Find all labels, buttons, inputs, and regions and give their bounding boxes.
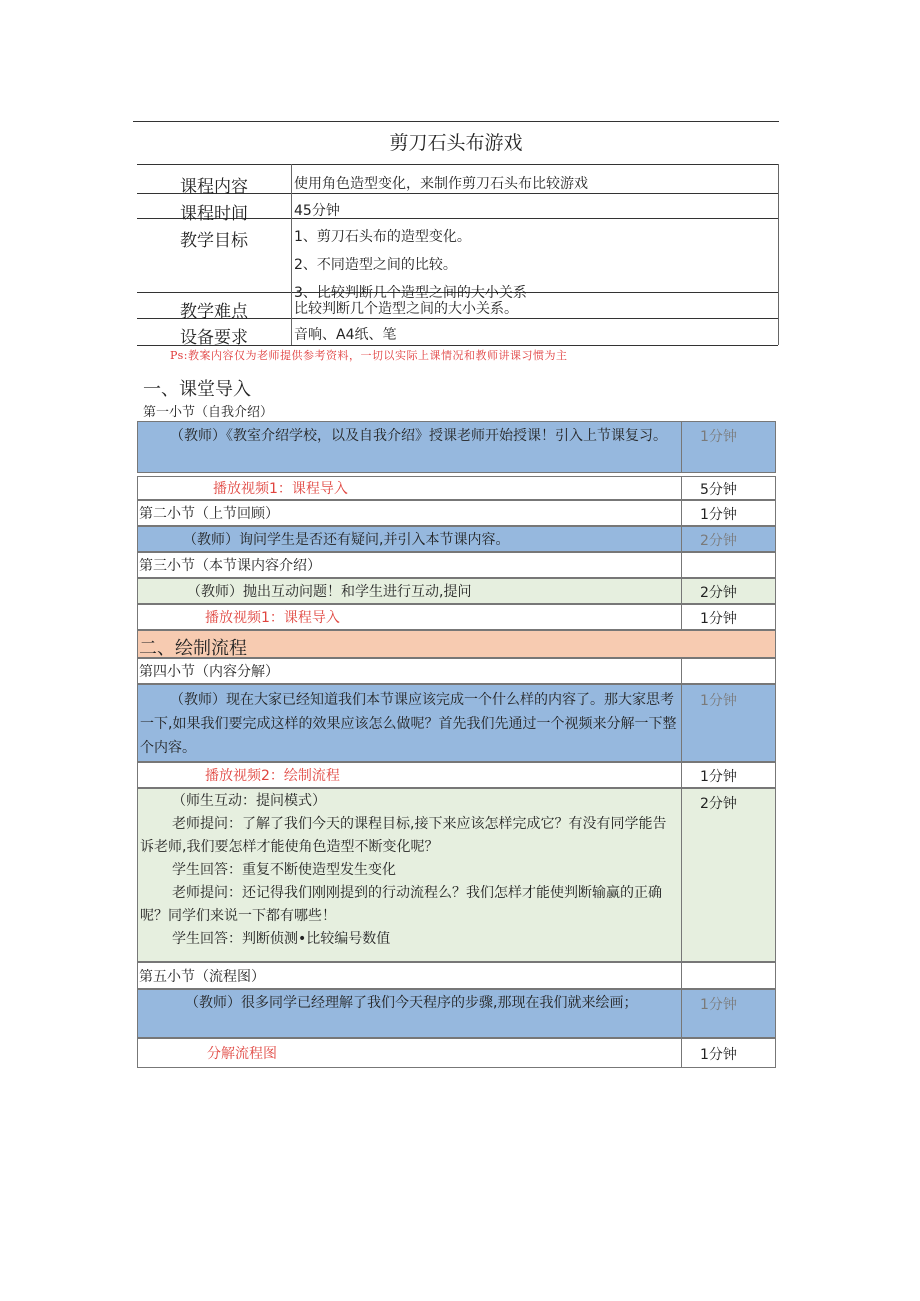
duration: 5分钟	[700, 482, 737, 498]
duration: 1分钟	[700, 507, 737, 523]
subsection-title: 第四小节（内容分解）	[139, 664, 279, 680]
interaction-block	[140, 790, 678, 951]
duration: 1分钟	[700, 611, 737, 627]
dialogue-line: 学生回答：判断侦测•比较编号数值	[172, 931, 391, 947]
time-cell	[681, 552, 776, 578]
duration: 1分钟	[700, 1047, 737, 1063]
page-title: 剪刀石头布游戏	[389, 132, 523, 154]
goal-item: 3、比较判断几个造型之间的大小关系	[294, 285, 527, 301]
time-label: 课程时间	[180, 204, 248, 224]
goal-label: 教学目标	[180, 231, 248, 251]
teacher-text: （教师）询问学生是否还有疑问,并引入本节课内容。	[183, 532, 510, 548]
flowchart-item: 分解流程图	[207, 1046, 277, 1062]
subsection-title: 第一小节（自我介绍）	[143, 405, 274, 420]
dialogue-line: 老师提问：还记得我们刚刚提到的行动流程么？我们怎样才能使判断输赢的正确呢？同学们来说一下都有哪些！	[140, 885, 662, 924]
duration: 1分钟	[700, 769, 737, 785]
section-heading: 二、绘制流程	[139, 638, 247, 659]
subsection-title: 第五小节（流程图）	[139, 969, 265, 985]
interaction-heading: （师生互动：提问模式）	[172, 793, 326, 809]
section-heading: 一、课堂导入	[143, 379, 251, 400]
disclaimer-note: Ps:教案内容仅为老师提供参考资料，一切以实际上课情况和教师讲课习惯为主	[170, 349, 568, 362]
teacher-text: （教师）《教室介绍学校，以及自我介绍》授课老师开始授课！引入上节课复习。	[170, 428, 667, 444]
duration: 1分钟	[700, 997, 737, 1013]
goal-item: 2、不同造型之间的比较。	[294, 257, 457, 273]
duration: 2分钟	[700, 585, 737, 601]
duration: 2分钟	[700, 533, 737, 549]
dialogue-line: 老师提问：了解了我们今天的课程目标,接下来应该怎样完成它？有没有同学能告诉老师,我们要怎样才能使角色造型不断变化呢？	[140, 816, 667, 855]
goal-item: 1、剪刀石头布的造型变化。	[294, 229, 471, 245]
time-cell	[681, 962, 776, 989]
time-value: 45分钟	[294, 203, 340, 219]
time-cell	[681, 658, 776, 684]
duration: 2分钟	[700, 796, 737, 812]
goal-list	[294, 226, 778, 301]
video-item: 播放视频1：课程导入	[213, 481, 348, 497]
dialogue-line: 学生回答：重复不断使造型发生变化	[172, 862, 396, 878]
teacher-text: （教师）抛出互动问题！和学生进行互动,提问	[187, 584, 472, 600]
duration: 1分钟	[700, 429, 737, 445]
video-item: 播放视频1：课程导入	[205, 610, 340, 626]
difficulty-label: 教学难点	[180, 302, 248, 322]
content-label: 课程内容	[180, 177, 248, 197]
time-cell	[681, 788, 776, 962]
difficulty-value: 比较判断几个造型之间的大小关系。	[294, 301, 518, 317]
duration: 1分钟	[700, 693, 737, 709]
teacher-text: （教师）很多同学已经理解了我们今天程序的步骤,那现在我们就来绘画；	[185, 995, 638, 1011]
subsection-title: 第二小节（上节回顾）	[139, 506, 279, 522]
teacher-text: （教师）现在大家已经知道我们本节课应该完成一个什么样的内容了。那大家思考一下,如果我们要完成这样的效果应该怎么做呢？首先我们先通过一个视频来分解一下整个内容。	[140, 692, 677, 756]
subsection-title: 第三小节（本节课内容介绍）	[139, 558, 321, 574]
content-value: 使用角色造型变化，来制作剪刀石头布比较游戏	[294, 176, 588, 192]
equipment-label: 设备要求	[180, 328, 248, 348]
equipment-value: 音响、A4纸、笔	[294, 327, 397, 343]
video-item: 播放视频2：绘制流程	[205, 768, 340, 784]
